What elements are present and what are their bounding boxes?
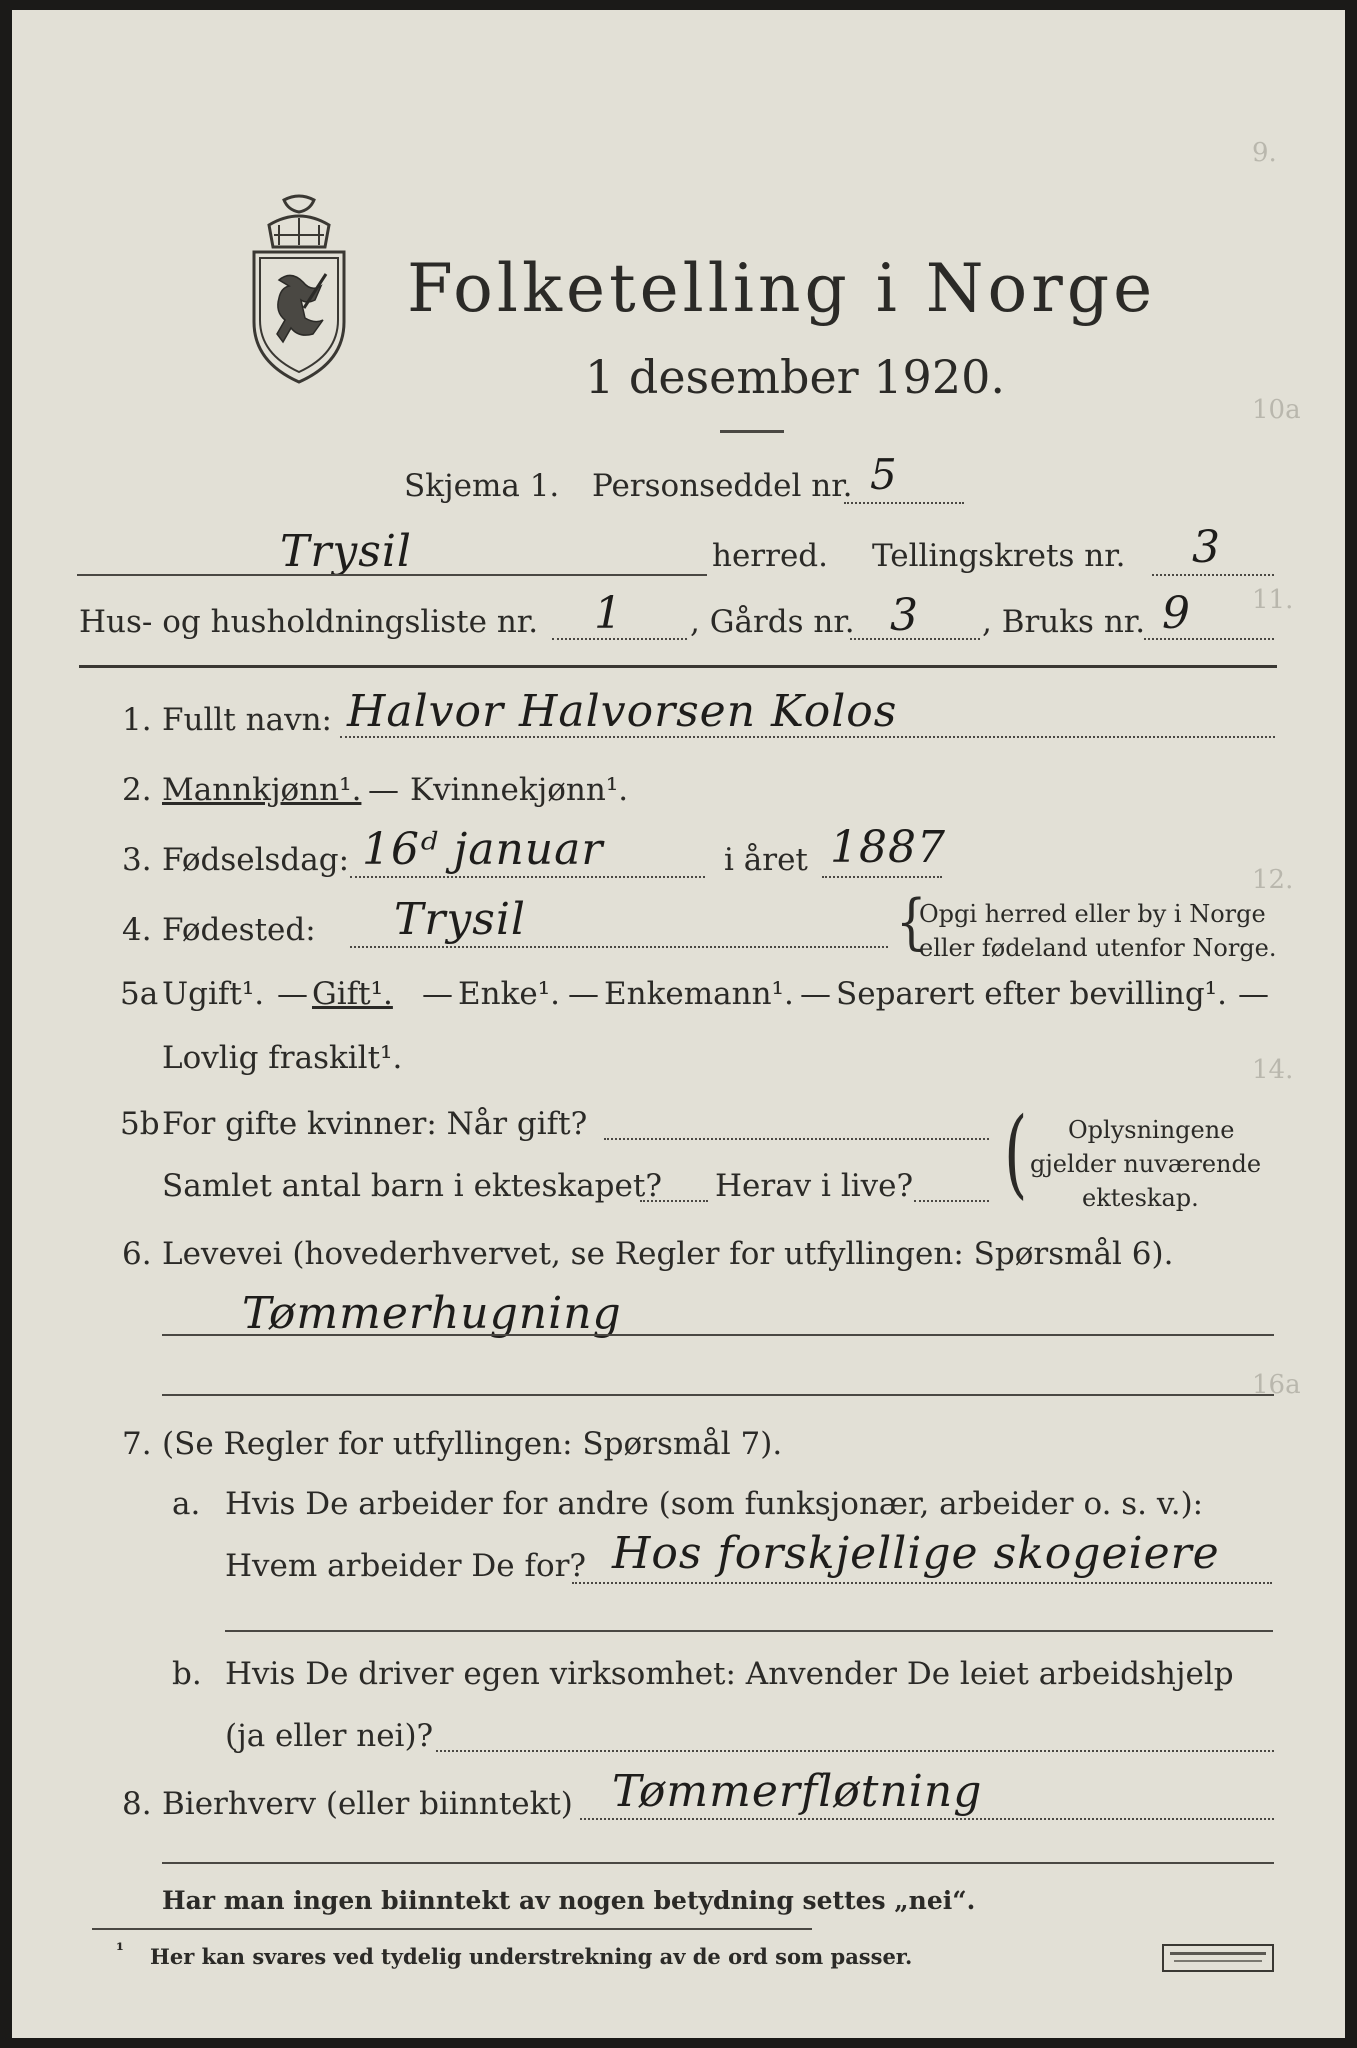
gards-line	[850, 638, 980, 640]
birthplace-note-1: Opgi herred eller by i Norge	[919, 900, 1266, 928]
tellingskrets-value[interactable]: 3	[1192, 522, 1221, 573]
bleed-through-text: 11.	[1252, 585, 1294, 615]
birthplace-note-2: eller fødeland utenfor Norge.	[919, 934, 1277, 962]
tellingskrets-label: Tellingskrets nr.	[872, 538, 1126, 574]
marital-dash: —	[568, 976, 599, 1012]
side-income-label: Bierhverv (eller biinntekt)	[162, 1786, 573, 1822]
q1-number: 1.	[122, 702, 152, 738]
gards-label: , Gårds nr.	[690, 604, 855, 640]
children-alive-label: Herav i live?	[715, 1168, 914, 1204]
employer-line	[572, 1582, 1272, 1584]
q7a-letter: a.	[172, 1486, 201, 1522]
q8-number: 8.	[122, 1786, 152, 1822]
birthplace-line	[350, 946, 888, 948]
q6-number: 6.	[122, 1236, 152, 1272]
q4-label: Fødested:	[162, 912, 316, 948]
census-form-page	[12, 10, 1345, 2038]
marital-dash: —	[422, 976, 453, 1012]
marital-enkemann-option[interactable]: Enkemann¹.	[604, 976, 794, 1012]
husliste-value[interactable]: 1	[594, 588, 623, 639]
bleed-through-text: 14.	[1252, 1055, 1294, 1085]
personseddel-line	[844, 502, 964, 504]
q5b-number: 5b	[120, 1106, 160, 1142]
side-income-value[interactable]: Tømmerfløtning	[612, 1766, 983, 1817]
q7b-letter: b.	[172, 1656, 202, 1692]
gender-separator: —	[368, 772, 399, 808]
marriage-note-1: Oplysningene	[1068, 1116, 1235, 1144]
footnote-text: Her kan svares ved tydelig understrekning av de ord som passer.	[150, 1944, 913, 1969]
children-alive-line	[914, 1200, 989, 1202]
marital-dash: —	[277, 976, 308, 1012]
occupation-line-1	[162, 1334, 1274, 1336]
form-title: Folketelling i Norge	[407, 250, 1157, 327]
occupation-value[interactable]: Tømmerhugning	[242, 1288, 622, 1339]
marriage-note-2: gjelder nuværende	[1030, 1150, 1262, 1178]
marital-fraskilt-option[interactable]: Lovlig fraskilt¹.	[162, 1040, 403, 1076]
gender-female-option[interactable]: Kvinnekjønn¹.	[410, 772, 629, 808]
herred-label: herred.	[712, 538, 828, 574]
marital-enke-option[interactable]: Enke¹.	[458, 976, 561, 1012]
birthday-line	[350, 876, 705, 878]
husliste-line	[552, 638, 687, 640]
occupation-line-2	[162, 1394, 1274, 1396]
side-income-line	[580, 1818, 1274, 1820]
bleed-through-text: 10a	[1252, 395, 1301, 425]
occupation-label: Levevei (hovederhvervet, se Regler for utfyllingen: Spørsmål 6).	[162, 1236, 1174, 1272]
marital-separert-option[interactable]: Separert efter bevilling¹.	[836, 976, 1227, 1012]
birth-year-line	[822, 876, 942, 878]
gender-male-option[interactable]: Mannkjønn¹.	[162, 772, 362, 808]
side-income-line-2	[162, 1862, 1274, 1864]
bruks-label: , Bruks nr.	[982, 604, 1146, 640]
birth-year-label: i året	[724, 842, 808, 878]
bruks-line	[1144, 638, 1274, 640]
bleed-through-text: 12.	[1252, 865, 1294, 895]
bleed-through-text: 9.	[1252, 138, 1277, 168]
bruks-value[interactable]: 9	[1162, 588, 1191, 639]
children-total-line	[640, 1200, 708, 1202]
coat-of-arms-emblem	[244, 190, 354, 390]
title-divider	[720, 430, 784, 433]
q1-label: Fullt navn:	[162, 702, 332, 738]
married-women-label: For gifte kvinner: Når gift?	[162, 1106, 588, 1142]
q7b-question: Hvis De driver egen virksomhet: Anvender De leiet arbeidshjelp	[225, 1656, 1234, 1692]
hired-help-label: (ja eller nei)?	[225, 1718, 434, 1754]
husliste-label: Hus- og husholdningsliste nr.	[79, 604, 539, 640]
employer-line-2	[225, 1630, 1273, 1632]
q7a-question: Hvis De arbeider for andre (som funksjonær, arbeider o. s. v.):	[225, 1486, 1204, 1522]
hired-help-line	[436, 1750, 1274, 1752]
footnote-mark: ¹	[116, 1940, 124, 1961]
brace-mark: (	[1004, 1098, 1028, 1210]
birthday-value[interactable]: 16ᵈ januar	[362, 824, 604, 875]
herred-value[interactable]: Trysil	[280, 526, 412, 577]
birthplace-value[interactable]: Trysil	[394, 894, 526, 945]
marital-dash: —	[800, 976, 831, 1012]
q7-label: (Se Regler for utfyllingen: Spørsmål 7).	[162, 1426, 783, 1462]
q2-number: 2.	[122, 772, 152, 808]
footnote-divider	[92, 1928, 812, 1930]
personseddel-label: Personseddel nr.	[592, 468, 853, 504]
marital-dash: —	[1238, 976, 1269, 1012]
form-date: 1 desember 1920.	[585, 350, 1005, 404]
marital-ugift-option[interactable]: Ugift¹.	[162, 976, 265, 1012]
printer-stamp	[1162, 1944, 1274, 1972]
children-total-label: Samlet antal barn i ekteskapet?	[162, 1168, 662, 1204]
q4-number: 4.	[122, 912, 152, 948]
employer-value[interactable]: Hos forskjellige skogeiere	[612, 1528, 1220, 1579]
q5a-number: 5a	[120, 976, 159, 1012]
employer-label: Hvem arbeider De for?	[225, 1548, 587, 1584]
gards-value[interactable]: 3	[890, 590, 919, 641]
married-when-line	[604, 1138, 989, 1140]
q3-label: Fødselsdag:	[162, 842, 350, 878]
schema-label: Skjema 1.	[404, 468, 560, 504]
q3-number: 3.	[122, 842, 152, 878]
section-divider	[79, 665, 1277, 668]
birth-year-value[interactable]: 1887	[830, 822, 946, 873]
q7-number: 7.	[122, 1426, 152, 1462]
brace-mark: {	[896, 887, 927, 957]
bleed-through-text: 16a	[1252, 1370, 1301, 1400]
marital-gift-option[interactable]: Gift¹.	[312, 976, 393, 1012]
tellingskrets-line	[1152, 574, 1274, 576]
full-name-line	[340, 736, 1275, 738]
personseddel-value[interactable]: 5	[870, 450, 898, 499]
herred-line	[77, 574, 707, 576]
footer-note: Har man ingen biinntekt av nogen betydning settes „nei“.	[162, 1886, 976, 1915]
marriage-note-3: ekteskap.	[1082, 1184, 1199, 1212]
full-name-value[interactable]: Halvor Halvorsen Kolos	[347, 686, 898, 737]
